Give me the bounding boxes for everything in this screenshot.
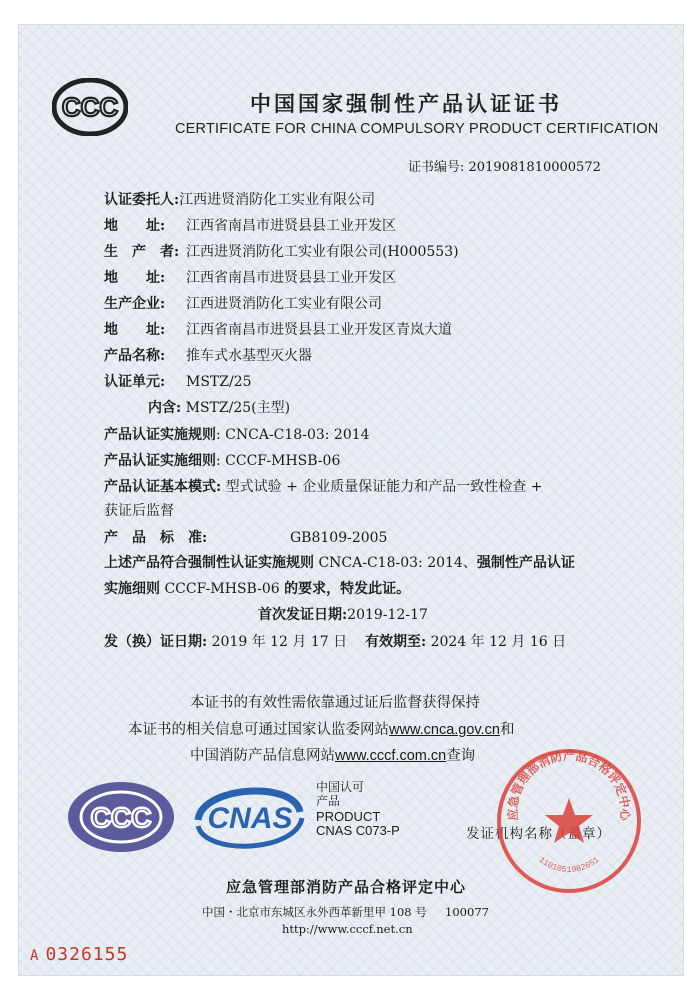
address3-value: 江西省南昌市进贤县县工业开发区青岚大道 bbox=[186, 322, 452, 338]
details-row bbox=[104, 450, 340, 470]
issuer-name: 应急管理部消防产品合格评定中心 bbox=[226, 878, 467, 896]
applicant-value: 江西进贤消防化工实业有限公司 bbox=[179, 192, 376, 208]
statement-text-2: 强制性产品认证 bbox=[476, 555, 575, 571]
address1-row bbox=[104, 215, 396, 235]
address3-label: 地 址: bbox=[104, 322, 166, 338]
cnca-website-link[interactable]: www.cnca.gov.cn bbox=[389, 722, 500, 738]
rules-row bbox=[104, 424, 370, 444]
cccf-website-link[interactable]: www.cccf.com.cn bbox=[335, 748, 447, 764]
factory-value: 江西进贤消防化工实业有限公司 bbox=[186, 296, 382, 312]
issue-date-label: 发（换）证日期: bbox=[104, 634, 208, 650]
certificate-title-en: CERTIFICATE FOR CHINA COMPULSORY PRODUCT CERTIFICATION bbox=[175, 121, 659, 137]
manufacturer-row bbox=[104, 241, 459, 261]
address2-label: 地 址: bbox=[104, 270, 166, 286]
details-label: 产品认证实施细则 bbox=[104, 453, 216, 469]
unit-value: MSTZ/25 bbox=[186, 374, 252, 390]
issuing-body-caption: 发证机构名称（盖章） bbox=[466, 826, 611, 842]
contains-row bbox=[148, 397, 290, 417]
serial-number bbox=[30, 944, 128, 965]
contains-label: 内含: bbox=[148, 400, 182, 416]
serial-value: 0326155 bbox=[45, 944, 129, 965]
cnas-info-line-2: 产品 bbox=[316, 794, 341, 808]
issuer-address-line bbox=[202, 904, 489, 920]
unit-label: 认证单元: bbox=[104, 374, 166, 390]
certificate-number bbox=[408, 156, 601, 175]
cnas-info-line-1: 中国认可 bbox=[316, 780, 365, 794]
mode-continuation: 获证后监督 bbox=[104, 503, 174, 519]
issue-dates-row bbox=[104, 631, 566, 651]
statement-text-4: 的要求，特发此证。 bbox=[284, 581, 411, 597]
address1-value: 江西省南昌市进贤县县工业开发区 bbox=[186, 218, 396, 234]
cnas-info-line-3: PRODUCT bbox=[316, 809, 381, 824]
address3-row bbox=[104, 319, 452, 339]
cnas-accreditation-info bbox=[316, 780, 400, 838]
product-row bbox=[104, 345, 312, 365]
factory-label: 生产企业: bbox=[104, 296, 166, 312]
svg-text:CNAS: CNAS bbox=[207, 802, 293, 835]
info-notice-text-3: 中国消防产品信息网站 bbox=[190, 748, 335, 764]
statement-text-1: 上述产品符合强制性认证实施规则 bbox=[104, 555, 314, 571]
address2-value: 江西省南昌市进贤县县工业开发区 bbox=[186, 270, 396, 286]
issuer-website[interactable]: http://www.cccf.net.cn bbox=[282, 922, 413, 936]
valid-until-label: 有效期至: bbox=[364, 634, 427, 650]
mode-value: 型式试验 + 企业质量保证能力和产品一致性检查 + bbox=[225, 479, 543, 495]
applicant-row bbox=[104, 189, 375, 209]
ccc-bottom-logo-icon bbox=[66, 780, 176, 854]
svg-text:CCC: CCC bbox=[61, 92, 119, 122]
rules-label: 产品认证实施规则 bbox=[104, 427, 216, 443]
standard-label: 产 品 标 准: bbox=[104, 530, 208, 546]
info-notice-line-2 bbox=[190, 744, 475, 765]
info-notice-line-1 bbox=[128, 718, 514, 739]
statement-line-1 bbox=[104, 552, 575, 572]
mode-row bbox=[104, 476, 542, 496]
details-value: : CCCF-MHSB-06 bbox=[216, 453, 341, 469]
factory-row bbox=[104, 293, 382, 313]
product-value: 推车式水基型灭火器 bbox=[186, 348, 312, 364]
address1-label: 地 址: bbox=[104, 218, 166, 234]
ccc-logo-icon bbox=[52, 78, 128, 136]
svg-text:应急管理部消防产品合格评定中心: 应急管理部消防产品合格评定中心 bbox=[505, 748, 633, 821]
certificate-number-value: 2019081810000572 bbox=[468, 160, 601, 175]
certificate-title-cn: 中国国家强制性产品认证证书 bbox=[250, 92, 562, 116]
statement-detail-ref: CCCF-MHSB-06 bbox=[164, 581, 280, 597]
applicant-label: 认证委托人: bbox=[104, 192, 180, 208]
cnas-info-line-4: CNAS C073-P bbox=[316, 823, 400, 838]
manufacturer-value: 江西进贤消防化工实业有限公司(H000553) bbox=[186, 244, 459, 260]
first-issue-value: 2019-12-17 bbox=[347, 607, 428, 623]
official-red-seal-icon bbox=[494, 746, 644, 896]
standard-row bbox=[104, 527, 387, 547]
mode-label: 产品认证基本模式: bbox=[104, 479, 222, 495]
validity-notice: 本证书的有效性需依靠通过证后监督获得保持 bbox=[190, 695, 480, 711]
rules-value: : CNCA-C18-03: 2014 bbox=[216, 427, 370, 443]
info-notice-text-1: 本证书的相关信息可通过国家认监委网站 bbox=[128, 722, 389, 738]
statement-rule-ref: CNCA-C18-03: 2014、 bbox=[318, 555, 477, 571]
svg-text:1101051982651: 1101051982651 bbox=[536, 854, 602, 875]
address2-row bbox=[104, 267, 396, 287]
cnas-logo-icon bbox=[190, 776, 308, 858]
svg-text:CCC: CCC bbox=[90, 802, 152, 833]
contains-value: MSTZ/25(主型) bbox=[185, 400, 291, 416]
info-notice-text-2: 和 bbox=[499, 722, 515, 738]
manufacturer-label: 生 产 者: bbox=[104, 244, 180, 260]
statement-text-3: 实施细则 bbox=[104, 581, 160, 597]
issuer-address: 中国・北京市东城区永外西革新里甲 108 号 bbox=[202, 905, 427, 919]
info-notice-text-4: 查询 bbox=[446, 748, 476, 764]
valid-until-value: 2024 年 12 月 16 日 bbox=[430, 634, 567, 650]
first-issue-row bbox=[258, 604, 428, 624]
statement-line-2 bbox=[104, 578, 410, 598]
issue-date-value: 2019 年 12 月 17 日 bbox=[211, 634, 348, 650]
issuer-postcode: 100077 bbox=[445, 905, 489, 919]
product-label: 产品名称: bbox=[104, 348, 166, 364]
standard-value: GB8109-2005 bbox=[290, 530, 388, 546]
unit-row bbox=[104, 371, 252, 391]
certificate-number-label: 证书编号: bbox=[408, 160, 465, 175]
first-issue-label: 首次发证日期: bbox=[258, 607, 348, 623]
serial-prefix: A bbox=[30, 948, 40, 964]
